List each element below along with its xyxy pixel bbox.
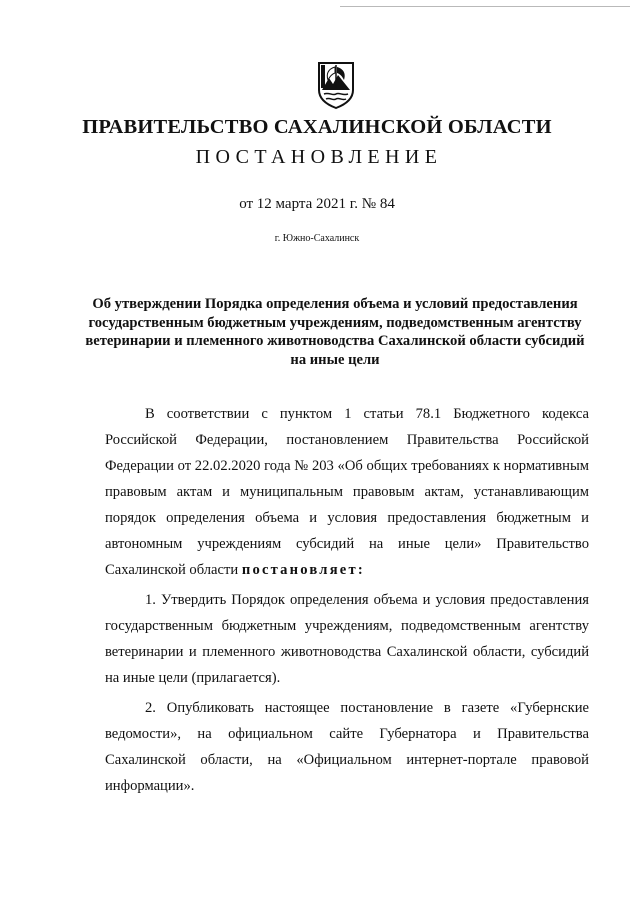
list-item: 1. Утвердить Порядок определения объема и условия предоставления государственным бюджетным учреждениям, подведомственным агентству ветеринарии и племенного животноводства Сахалинской области, субсидий на иные цели (прилагается). (105, 592, 589, 686)
organization-name: ПРАВИТЕЛЬСТВО САХАЛИНСКОЙ ОБЛАСТИ (82, 116, 552, 138)
document-title: Об утверждении Порядка определения объема и условий предоставления государственным бюджетным учреждениям, подведомственным агентству ветеринарии и племенного животноводства Сахалинской области субсидий на иные цели (85, 296, 585, 368)
document-date: от 12 марта 2021 г. № 84 (239, 196, 395, 212)
coat-of-arms-icon (316, 60, 356, 110)
document-body (105, 401, 589, 803)
preamble-text: В соответствии с пунктом 1 статьи 78.1 Бюджетного кодекса Российской Федерации, постановлением Правительства Российской Федерации от 22.02.2020 года № 203 «Об общих требованиях к нормативным правовым актам и муниципальным правовым актам, устанавливающим порядок определения объема и условия предоставления бюджетным и автономным учреждениям субсидий на иные цели» Правительство Сахалинской области (105, 406, 589, 578)
document-city: г. Южно-Сахалинск (274, 233, 360, 244)
document-type: ПОСТАНОВЛЕНИЕ (195, 146, 443, 168)
scan-edge-line (340, 6, 630, 7)
decree-word: постановляет: (241, 562, 365, 578)
list-item: 2. Опубликовать настоящее постановление в газете «Губернские ведомости», на официальном сайте Губернатора и Правительства Сахалинской области, на «Официальном интернет-портале правовой информации». (105, 700, 589, 794)
preamble-paragraph (105, 401, 589, 583)
